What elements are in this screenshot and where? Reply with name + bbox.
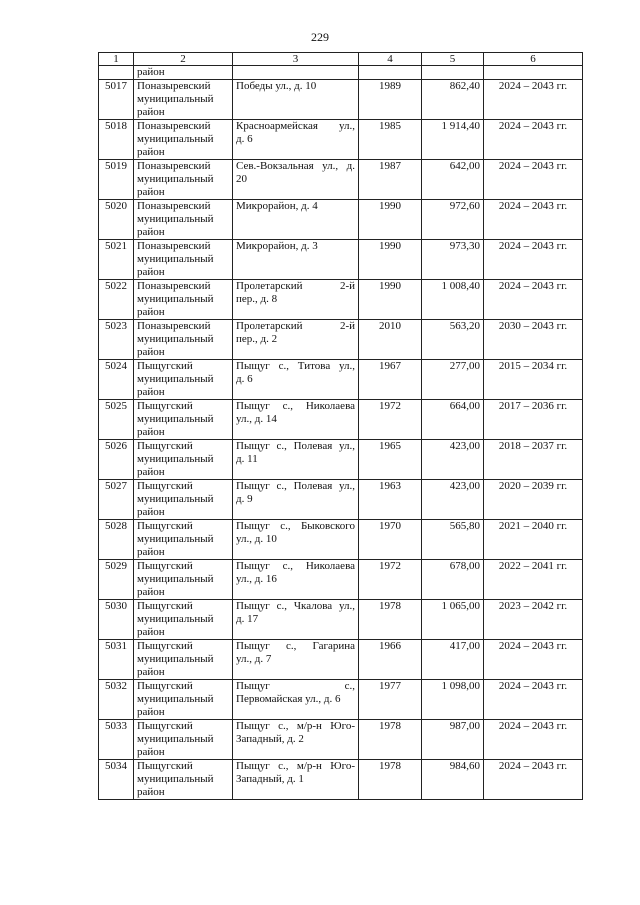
address-line: Микрорайон, д. 4	[236, 200, 318, 212]
district-line: Пыщугский	[137, 360, 193, 372]
column-header: 2	[134, 53, 233, 66]
area-cell: 984,60	[422, 760, 484, 800]
district-cell	[134, 480, 233, 520]
period-cell: 2024 – 2043 гг.	[484, 640, 583, 680]
row-number-cell: 5025	[99, 400, 134, 440]
table-row	[99, 200, 583, 240]
address-line: Пыщуг с., м/р-н Юго-	[236, 760, 355, 772]
year-cell: 1970	[359, 520, 422, 560]
address-line: Пролетарский 2-й	[236, 280, 355, 292]
year-cell: 1987	[359, 160, 422, 200]
district-line: Пыщугский	[137, 760, 193, 772]
district-cell	[134, 640, 233, 680]
district-line: муниципальный	[137, 293, 214, 305]
column-header: 6	[484, 53, 583, 66]
row-number-cell: 5019	[99, 160, 134, 200]
district-cell	[134, 520, 233, 560]
district-cell	[134, 560, 233, 600]
year-cell: 1985	[359, 120, 422, 160]
area-cell: 678,00	[422, 560, 484, 600]
district-line: Пыщугский	[137, 480, 193, 492]
column-header: 5	[422, 53, 484, 66]
table-row	[99, 80, 583, 120]
address-line: Победы ул., д. 10	[236, 80, 317, 92]
table-row	[99, 440, 583, 480]
table-row	[99, 600, 583, 640]
district-line: район	[137, 346, 165, 358]
area-cell: 664,00	[422, 400, 484, 440]
district-line: муниципальный	[137, 653, 214, 665]
area-cell: 862,40	[422, 80, 484, 120]
period-cell: 2018 – 2037 гг.	[484, 440, 583, 480]
district-line: Поназыревский	[137, 160, 211, 172]
district-line: район	[137, 586, 165, 598]
year-cell: 1978	[359, 600, 422, 640]
district-cell	[134, 720, 233, 760]
year-cell: 1972	[359, 400, 422, 440]
area-cell: 973,30	[422, 240, 484, 280]
address-line: Микрорайон, д. 3	[236, 240, 318, 252]
address-line: д. 11	[236, 453, 258, 465]
area-cell: 1 098,00	[422, 680, 484, 720]
address-cell	[233, 640, 359, 680]
area-cell: 565,80	[422, 520, 484, 560]
district-line: район	[137, 666, 165, 678]
address-cell	[233, 80, 359, 120]
district-line: муниципальный	[137, 413, 214, 425]
district-line: муниципальный	[137, 573, 214, 585]
district-line: район	[137, 226, 165, 238]
row-number-cell: 5026	[99, 440, 134, 480]
area-cell: 1 914,40	[422, 120, 484, 160]
district-line: Пыщугский	[137, 720, 193, 732]
district-line: Поназыревский	[137, 240, 211, 252]
address-cell	[233, 200, 359, 240]
district-line: муниципальный	[137, 213, 214, 225]
district-line: муниципальный	[137, 453, 214, 465]
address-cell	[233, 400, 359, 440]
address-cell	[233, 66, 359, 80]
address-line: Западный, д. 2	[236, 733, 304, 745]
area-cell: 1 065,00	[422, 600, 484, 640]
district-line: район	[137, 186, 165, 198]
period-cell: 2024 – 2043 гг.	[484, 200, 583, 240]
period-cell: 2017 – 2036 гг.	[484, 400, 583, 440]
row-number-cell: 5022	[99, 280, 134, 320]
district-cell	[134, 80, 233, 120]
period-cell: 2024 – 2043 гг.	[484, 280, 583, 320]
address-cell	[233, 480, 359, 520]
district-line: муниципальный	[137, 93, 214, 105]
district-line: район	[137, 546, 165, 558]
table-row	[99, 640, 583, 680]
address-line: Пыщуг с., м/р-н Юго-	[236, 720, 355, 732]
row-number-cell: 5027	[99, 480, 134, 520]
table-row	[99, 320, 583, 360]
address-cell	[233, 600, 359, 640]
address-cell	[233, 680, 359, 720]
district-cell	[134, 160, 233, 200]
district-line: Поназыревский	[137, 200, 211, 212]
district-line: район	[137, 426, 165, 438]
district-line: район	[137, 626, 165, 638]
address-line: Пыщуг с., Полевая ул.,	[236, 440, 355, 452]
district-line: муниципальный	[137, 733, 214, 745]
district-line: муниципальный	[137, 373, 214, 385]
district-line: муниципальный	[137, 773, 214, 785]
address-line: Пыщуг с., Быковского	[236, 520, 355, 532]
address-cell	[233, 120, 359, 160]
address-line: Первомайская ул., д. 6	[236, 693, 341, 705]
table-row	[99, 480, 583, 520]
district-line: муниципальный	[137, 253, 214, 265]
period-cell: 2030 – 2043 гг.	[484, 320, 583, 360]
address-cell	[233, 320, 359, 360]
district-line: Поназыревский	[137, 80, 211, 92]
period-cell: 2015 – 2034 гг.	[484, 360, 583, 400]
district-line: муниципальный	[137, 693, 214, 705]
address-line: д. 6	[236, 133, 253, 145]
district-line: муниципальный	[137, 493, 214, 505]
table-row	[99, 680, 583, 720]
district-line: район	[137, 466, 165, 478]
year-cell: 1990	[359, 200, 422, 240]
year-cell: 1978	[359, 760, 422, 800]
address-line: Пыщуг с., Полевая ул.,	[236, 480, 355, 492]
address-line: Пролетарский 2-й	[236, 320, 355, 332]
district-line: муниципальный	[137, 133, 214, 145]
district-line: Пыщугский	[137, 520, 193, 532]
district-line: район	[137, 266, 165, 278]
row-number-cell: 5024	[99, 360, 134, 400]
address-cell	[233, 240, 359, 280]
table-row	[99, 120, 583, 160]
period-cell: 2024 – 2043 гг.	[484, 80, 583, 120]
period-cell: 2024 – 2043 гг.	[484, 120, 583, 160]
district-line: Поназыревский	[137, 120, 211, 132]
district-line: Поназыревский	[137, 320, 211, 332]
district-cell	[134, 400, 233, 440]
address-line: Пыщуг с., Николаева	[236, 400, 355, 412]
address-line: ул., д. 10	[236, 533, 277, 545]
district-line: район	[137, 306, 165, 318]
district-cell	[134, 240, 233, 280]
district-line: район	[137, 386, 165, 398]
district-line: муниципальный	[137, 613, 214, 625]
table-row	[99, 280, 583, 320]
continuation-row	[99, 66, 583, 80]
address-line: д. 6	[236, 373, 253, 385]
district-line: район	[137, 786, 165, 798]
area-cell: 423,00	[422, 440, 484, 480]
address-cell	[233, 720, 359, 760]
year-cell: 2010	[359, 320, 422, 360]
district-line: Поназыревский	[137, 280, 211, 292]
address-line: д. 9	[236, 493, 253, 505]
district-line: муниципальный	[137, 533, 214, 545]
column-number-row	[99, 53, 583, 66]
district-line: район	[137, 746, 165, 758]
district-cell	[134, 600, 233, 640]
area-cell: 642,00	[422, 160, 484, 200]
district-cell: район	[134, 66, 233, 80]
row-number-cell: 5034	[99, 760, 134, 800]
address-cell	[233, 440, 359, 480]
row-number-cell: 5032	[99, 680, 134, 720]
district-cell	[134, 120, 233, 160]
address-line: Пыщуг с., Гагарина	[236, 640, 355, 652]
period-cell: 2024 – 2043 гг.	[484, 240, 583, 280]
address-line: д. 17	[236, 613, 259, 625]
period-cell: 2024 – 2043 гг.	[484, 680, 583, 720]
district-line: Пыщугский	[137, 600, 193, 612]
area-cell: 1 008,40	[422, 280, 484, 320]
district-line: Пыщугский	[137, 560, 193, 572]
row-number-cell: 5017	[99, 80, 134, 120]
address-line: Западный, д. 1	[236, 773, 304, 785]
period-cell: 2020 – 2039 гг.	[484, 480, 583, 520]
district-line: Пыщугский	[137, 680, 193, 692]
year-cell: 1978	[359, 720, 422, 760]
row-number-cell: 5031	[99, 640, 134, 680]
row-number-cell: 5033	[99, 720, 134, 760]
address-line: ул., д. 7	[236, 653, 272, 665]
period-cell: 2023 – 2042 гг.	[484, 600, 583, 640]
address-line: 20	[236, 173, 247, 185]
period-cell: 2024 – 2043 гг.	[484, 720, 583, 760]
address-line: Пыщуг с., Чкалова ул.,	[236, 600, 355, 612]
area-cell: 277,00	[422, 360, 484, 400]
area-cell: 423,00	[422, 480, 484, 520]
row-number-cell	[99, 66, 134, 80]
address-line: Красноармейская ул.,	[236, 120, 355, 132]
period-cell: 2022 – 2041 гг.	[484, 560, 583, 600]
table-row	[99, 560, 583, 600]
year-cell: 1967	[359, 360, 422, 400]
area-cell	[422, 66, 484, 80]
district-line: Пыщугский	[137, 440, 193, 452]
district-line: Пыщугский	[137, 640, 193, 652]
year-cell	[359, 66, 422, 80]
area-cell: 563,20	[422, 320, 484, 360]
period-cell: 2024 – 2043 гг.	[484, 760, 583, 800]
district-line: муниципальный	[137, 173, 214, 185]
row-number-cell: 5029	[99, 560, 134, 600]
table-row	[99, 760, 583, 800]
district-cell	[134, 680, 233, 720]
district-line: район	[137, 506, 165, 518]
district-cell	[134, 200, 233, 240]
district-cell	[134, 760, 233, 800]
table-row	[99, 360, 583, 400]
column-header: 1	[99, 53, 134, 66]
column-header: 3	[233, 53, 359, 66]
period-cell: 2021 – 2040 гг.	[484, 520, 583, 560]
district-cell	[134, 320, 233, 360]
address-cell	[233, 360, 359, 400]
table-row	[99, 400, 583, 440]
year-cell: 1977	[359, 680, 422, 720]
row-number-cell: 5023	[99, 320, 134, 360]
row-number-cell: 5028	[99, 520, 134, 560]
address-cell	[233, 760, 359, 800]
address-cell	[233, 160, 359, 200]
address-cell	[233, 560, 359, 600]
table-body	[99, 66, 583, 800]
address-line: Сев.-Вокзальная ул., д.	[236, 160, 355, 172]
address-line: Пыщуг с., Николаева	[236, 560, 355, 572]
year-cell: 1989	[359, 80, 422, 120]
year-cell: 1972	[359, 560, 422, 600]
period-cell	[484, 66, 583, 80]
address-cell	[233, 280, 359, 320]
year-cell: 1965	[359, 440, 422, 480]
district-cell	[134, 440, 233, 480]
address-line: Пыщуг с., Титова ул.,	[236, 360, 355, 372]
district-line: район	[137, 106, 165, 118]
address-line: Пыщуг с.,	[236, 680, 355, 692]
table-row	[99, 520, 583, 560]
page-number: 229	[311, 30, 329, 44]
district-line: Пыщугский	[137, 400, 193, 412]
address-cell	[233, 520, 359, 560]
year-cell: 1963	[359, 480, 422, 520]
district-line: муниципальный	[137, 333, 214, 345]
address-line: пер., д. 2	[236, 333, 278, 345]
area-cell: 972,60	[422, 200, 484, 240]
year-cell: 1990	[359, 240, 422, 280]
table-row	[99, 240, 583, 280]
year-cell: 1990	[359, 280, 422, 320]
row-number-cell: 5030	[99, 600, 134, 640]
address-line: ул., д. 14	[236, 413, 277, 425]
district-cell	[134, 280, 233, 320]
table-row	[99, 160, 583, 200]
district-cell	[134, 360, 233, 400]
district-line: район	[137, 706, 165, 718]
period-cell: 2024 – 2043 гг.	[484, 160, 583, 200]
area-cell: 417,00	[422, 640, 484, 680]
column-header: 4	[359, 53, 422, 66]
year-cell: 1966	[359, 640, 422, 680]
table-row	[99, 720, 583, 760]
address-line: пер., д. 8	[236, 293, 278, 305]
address-line: ул., д. 16	[236, 573, 277, 585]
district-line: район	[137, 146, 165, 158]
row-number-cell: 5018	[99, 120, 134, 160]
area-cell: 987,00	[422, 720, 484, 760]
row-number-cell: 5021	[99, 240, 134, 280]
housing-register-table	[98, 52, 583, 800]
row-number-cell: 5020	[99, 200, 134, 240]
